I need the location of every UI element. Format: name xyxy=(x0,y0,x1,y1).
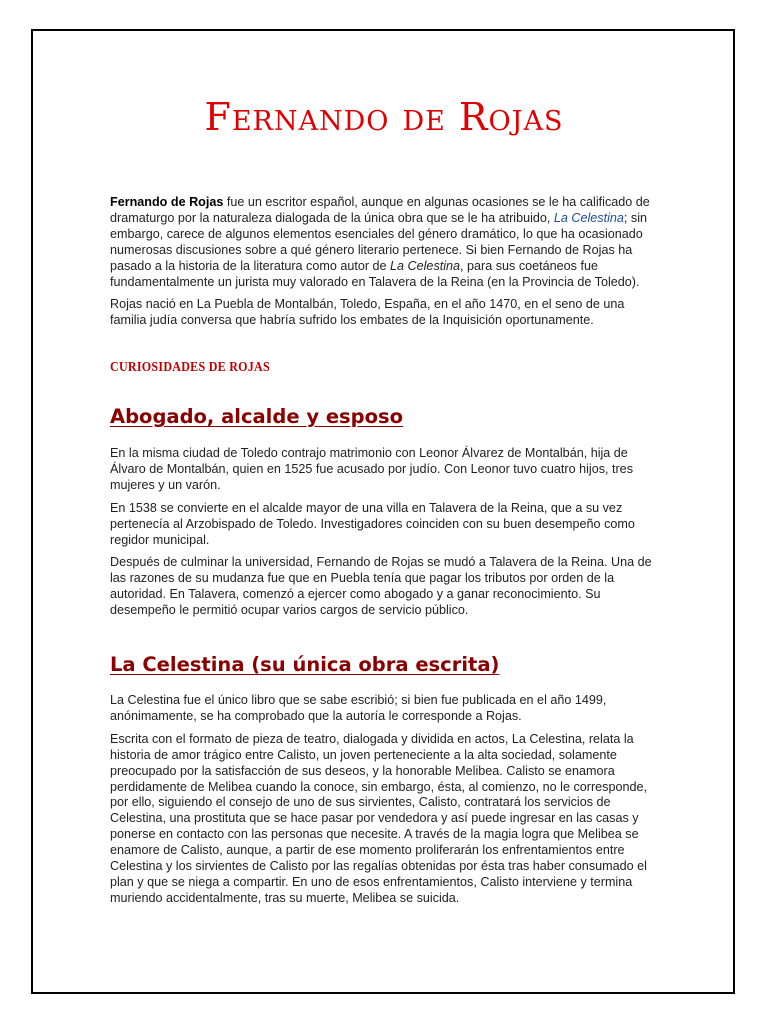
intro-paragraph-1 xyxy=(110,195,660,290)
section-celestina-body xyxy=(110,693,660,914)
intro-text-a: fue un escritor español, aunque en algunas ocasiones se le ha calificado de dramaturgo por la naturaleza dialogada de la única obra que se le ha atribuido, xyxy=(110,195,650,225)
author-name-bold: Fernando de Rojas xyxy=(110,195,224,209)
section1-paragraph: En la misma ciudad de Toledo contrajo matrimonio con Leonor Álvarez de Montalbán, hija de Álvaro de Montalbán, quien en 1525 fue acusado por judío. Con Leonor tuvo cuatro hijos, tres mujeres y un varón. xyxy=(110,446,633,492)
section-heading-abogado: Abogado, alcalde y esposo xyxy=(110,405,404,428)
section1-paragraph: En 1538 se convierte en el alcalde mayor de una villa en Talavera de la Reina, que a su vez pertenecía al Arzobispado de Toledo. Investigadores coinciden con su buen desempeño como regidor municipal. xyxy=(110,500,635,547)
curiosidades-heading: CURIOSIDADES DE ROJAS xyxy=(110,360,270,375)
intro-paragraph-2: Rojas nació en La Puebla de Montalbán, Toledo, España, en el año 1470, en el seno de una familia judía conversa que habría sufrido los embates de la Inquisición oportunamente. xyxy=(110,297,625,328)
intro-text-c: , para sus coetáneos fue fundamentalmente un jurista muy valorado en Talavera de la Reina (en la Provincia de Toledo). xyxy=(110,258,640,289)
section-abogado-body xyxy=(110,446,660,626)
section-heading-celestina: La Celestina (su única obra escrita) xyxy=(110,653,500,676)
section1-paragraph: Después de culminar la universidad, Fernando de Rojas se mudó a Talavera de la Reina. Una de las razones de su mudanza fue que en Puebla tenía que pagar los tributos por orden de la autoridad. En Talavera, comenzó a ejercer como abogado y a ganar reconocimiento. Su desempeño le permitió ocupar varios cargos de servicio público. xyxy=(110,555,652,618)
la-celestina-italic: La Celestina xyxy=(390,258,461,273)
section2-paragraph: Escrita con el formato de pieza de teatro, dialogada y dividida en actos, La Celestina, relata la historia de amor trágico entre Calisto, un joven perteneciente a la alta sociedad, solamente preocupado por la satisfacción de sus deseos, y la honorable Melibea. Calisto se enamora perdidamente de Melibea cuando la conoce, sin embargo, ésta, al comienzo, no le corresponde, por ello, siguiendo el consejo de uno de sus sirvientes, Calisto, contratará los servicios de Celestina, una prostituta que se hace pasar por vendedora y así puede ingresar en las casas y ponerse en contacto con las personas que necesite. A través de la magia logra que Melibea se enamore de Calisto, aunque, a partir de ese momento proliferarán los enfrentamientos entre Celestina y los sirvientes de Calisto por las regalías obtenidas por ésta tras haber consumado el plan y que se niega a compartir. En uno de esos enfrentamientos, Calisto interviene y termina muriendo accidentalmente, tras su muerte, Melibea se suicida. xyxy=(110,731,647,905)
intro-section xyxy=(110,195,660,336)
document-title: Fernando de Rojas xyxy=(204,95,564,139)
la-celestina-link[interactable]: La Celestina xyxy=(553,210,624,225)
section2-paragraph: La Celestina fue el único libro que se sabe escribió; si bien fue publicada en el año 1499, anónimamente, se ha comprobado que la autoría le corresponde a Rojas. xyxy=(110,693,607,723)
intro-text-b: ; sin embargo, carece de algunos elementos esenciales del género dramático, lo que ha ocasionado numerosas discusiones sobre a qué género literario pertenece. Si bien Fernando de Rojas ha pasado a la historia de la literatura como autor de xyxy=(110,210,648,273)
